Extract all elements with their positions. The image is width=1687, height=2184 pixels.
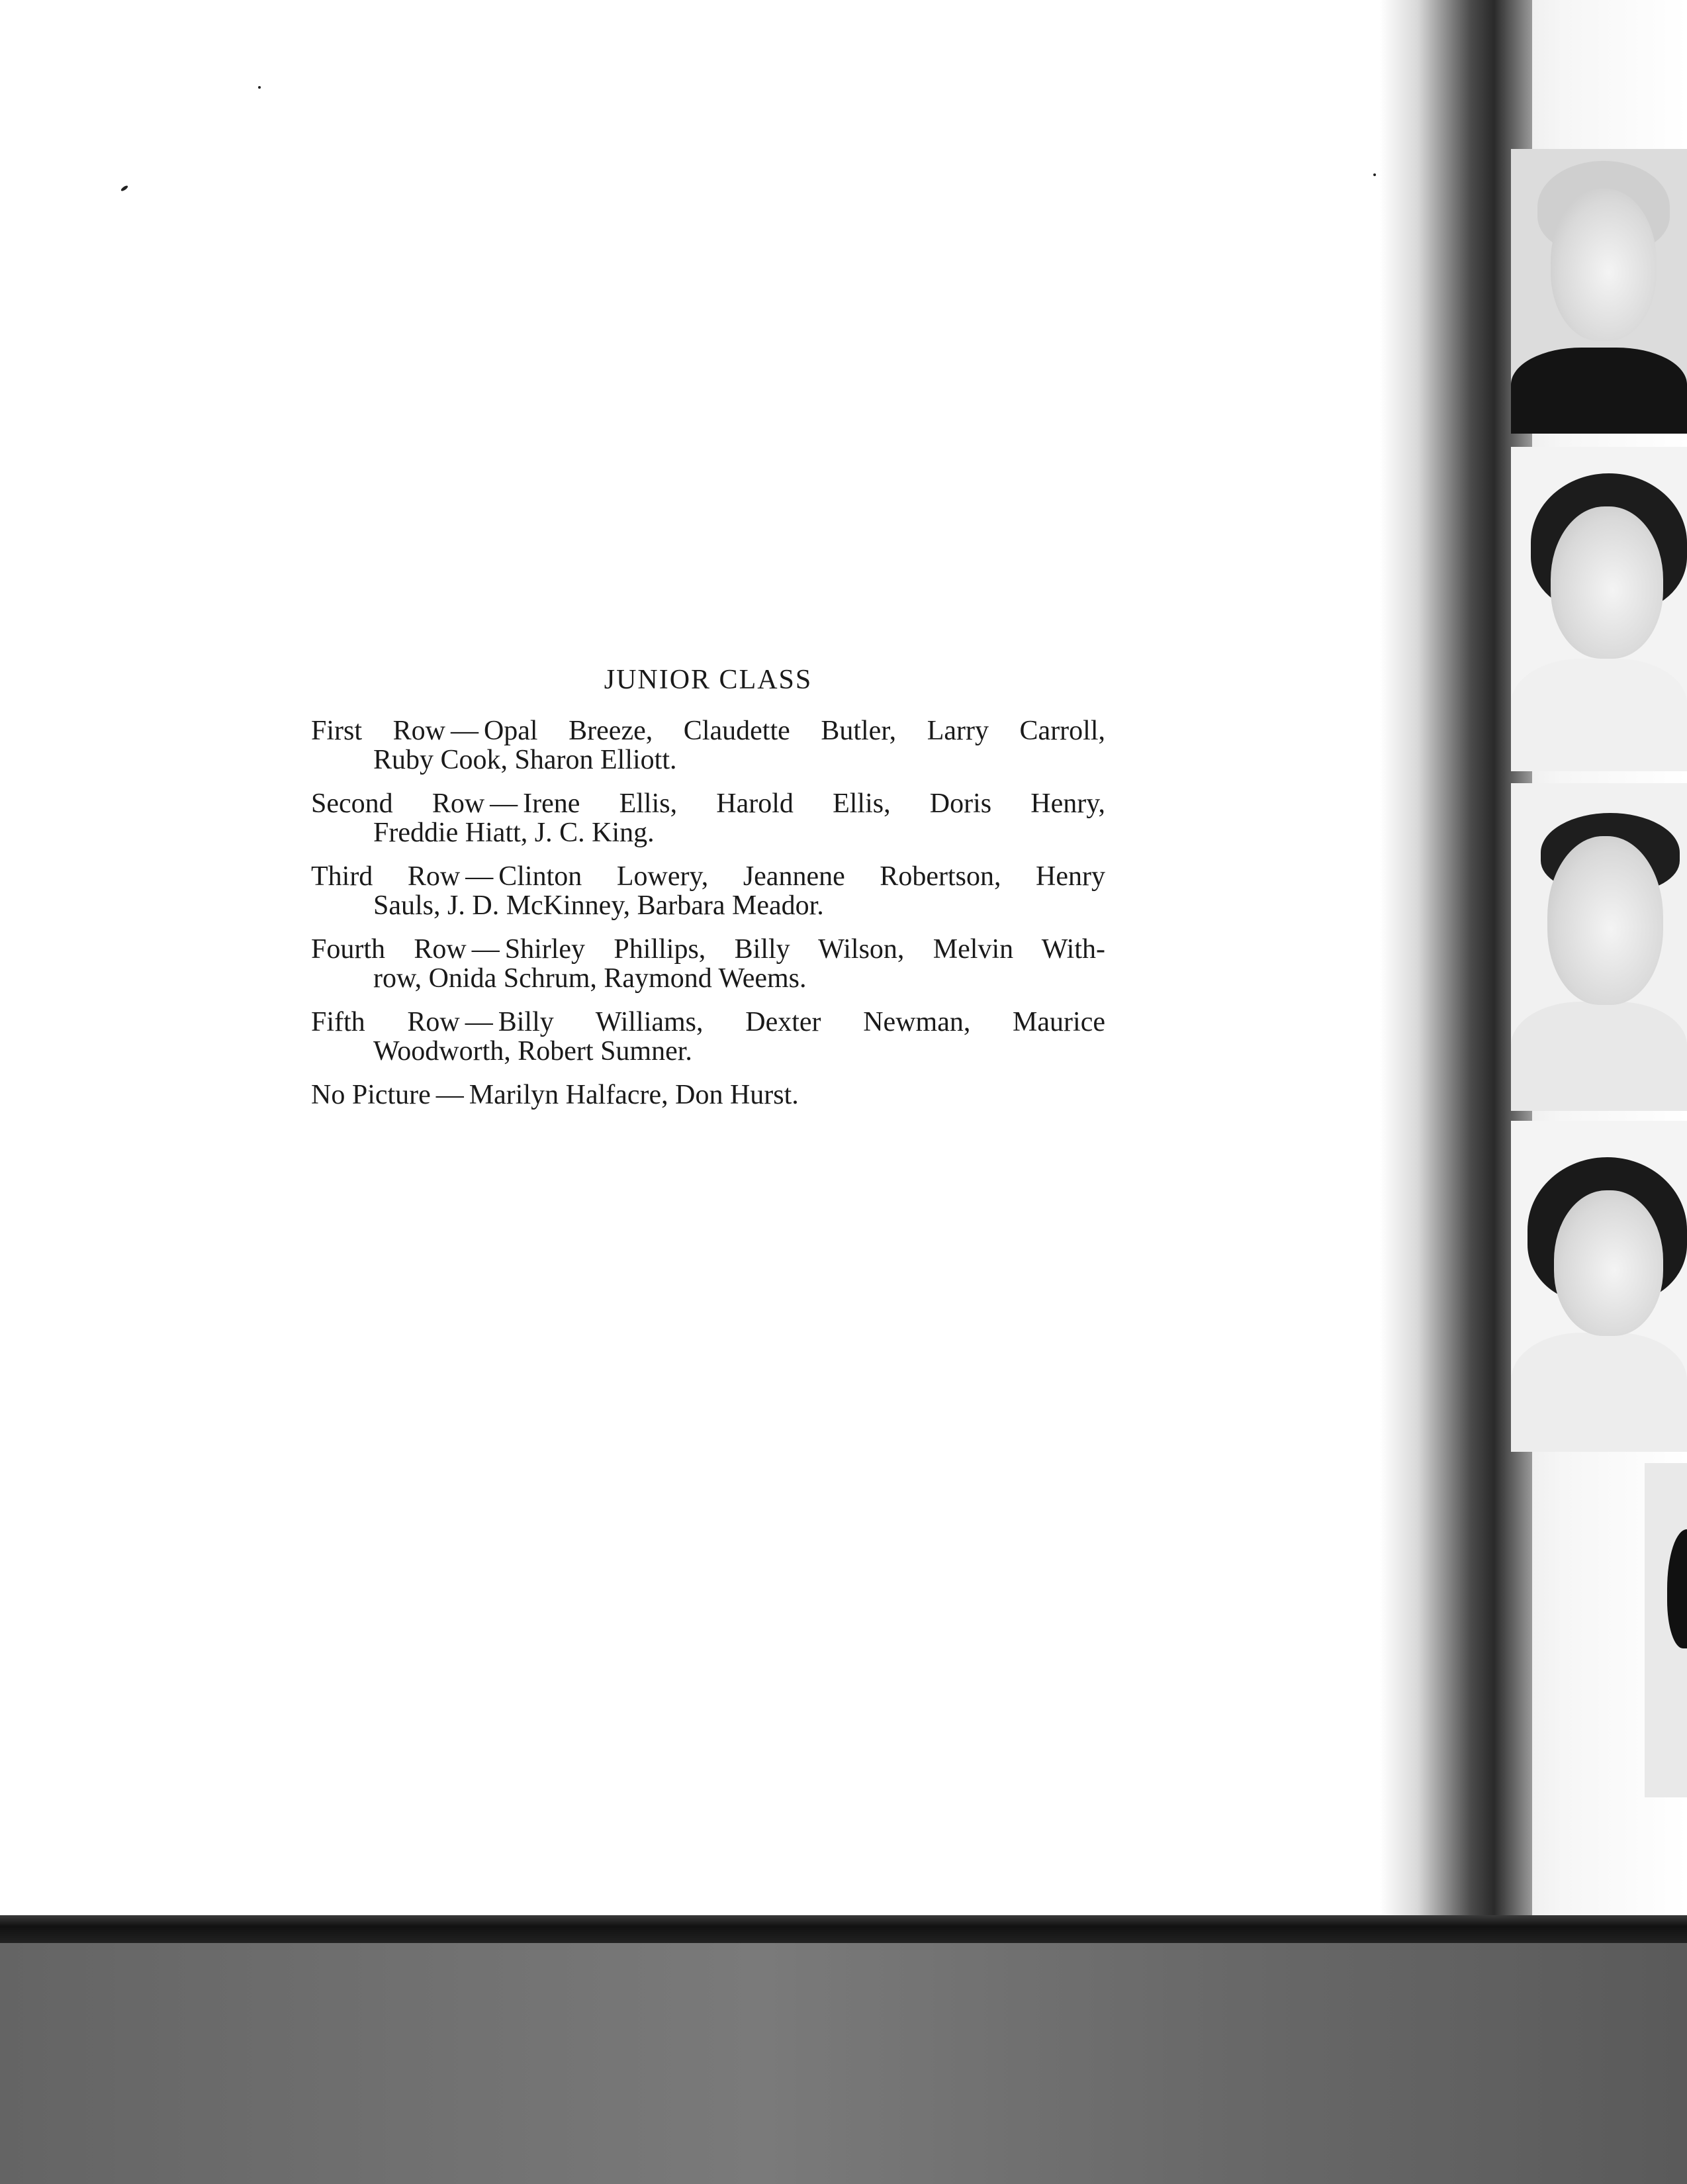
- student-portrait-partial: [1645, 1463, 1687, 1797]
- caption-list: [311, 716, 1105, 1124]
- names-line: Opal Breeze, Claudette Butler, Larry Carroll,: [483, 716, 1106, 746]
- names-line: Billy Williams, Dexter Newman, Maurice: [498, 1007, 1105, 1037]
- scan-speck: [258, 86, 261, 89]
- caption-entry: Second Row — Irene Ellis, Harold Ellis, Doris Henry, Freddie Hiatt, J. C. King.: [311, 788, 1105, 848]
- student-portrait: [1511, 447, 1687, 771]
- caption-entry: No Picture — Marilyn Halfacre, Don Hurst.: [311, 1080, 799, 1110]
- caption-entry: Fifth Row — Billy Williams, Dexter Newman, Maurice Woodworth, Robert Sumner.: [311, 1007, 1105, 1067]
- names-line: Irene Ellis, Harold Ellis, Doris Henry,: [523, 788, 1105, 819]
- student-portrait: [1511, 783, 1687, 1111]
- caption-entry: Third Row — Clinton Lowery, Jeannene Robertson, Henry Sauls, J. D. McKinney, Barbara Meador.: [311, 861, 1106, 921]
- row-label: Fifth Row: [311, 1007, 460, 1037]
- caption-entry: First Row — Opal Breeze, Claudette Butler, Larry Carroll, Ruby Cook, Sharon Elliott.: [311, 716, 1106, 775]
- scanner-background: [0, 1943, 1687, 2184]
- names-continuation: Ruby Cook, Sharon Elliott.: [373, 745, 677, 775]
- names-continuation: Freddie Hiatt, J. C. King.: [373, 818, 655, 848]
- names-line: Clinton Lowery, Jeannene Robertson, Henry: [498, 861, 1106, 892]
- student-portrait: [1511, 149, 1687, 434]
- names-continuation: Woodworth, Robert Sumner.: [373, 1036, 692, 1067]
- row-label: Second Row: [311, 788, 485, 819]
- names-line: Shirley Phillips, Billy Wilson, Melvin With-: [504, 934, 1106, 965]
- caption-entry: Fourth Row — Shirley Phillips, Billy Wilson, Melvin With- row, Onida Schrum, Raymond Weems.: [311, 934, 1106, 994]
- scan-speck: [1373, 173, 1376, 176]
- page-bottom-edge: [0, 1915, 1687, 1943]
- names-line: Marilyn Halfacre, Don Hurst.: [469, 1080, 799, 1110]
- page-title: JUNIOR CLASS: [604, 665, 813, 695]
- row-label: Fourth Row: [311, 934, 467, 965]
- names-continuation: Sauls, J. D. McKinney, Barbara Meador.: [373, 890, 824, 921]
- scan-speck: [120, 185, 129, 192]
- names-continuation: row, Onida Schrum, Raymond Weems.: [373, 963, 807, 994]
- book-gutter-shadow: [1380, 0, 1532, 1915]
- row-label: No Picture: [311, 1080, 431, 1110]
- student-portrait: [1511, 1121, 1687, 1452]
- row-label: Third Row: [311, 861, 461, 892]
- row-label: First Row: [311, 716, 445, 746]
